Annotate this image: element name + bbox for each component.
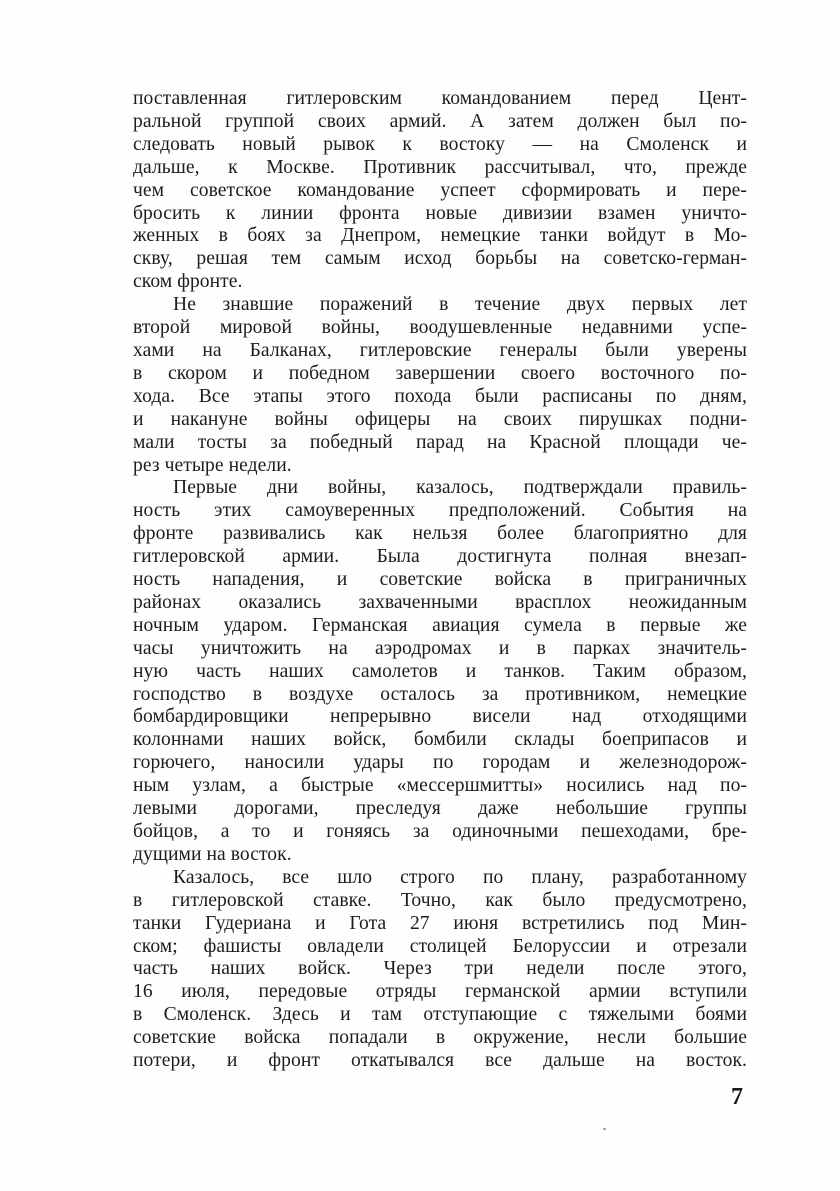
page-number: 7 <box>731 1084 743 1110</box>
text-line: колоннами наших войск, бомбили склады боеприпасов и <box>133 729 747 751</box>
text-line: ском фронте. <box>133 271 243 293</box>
text-line: хами на Балканах, гитлеровские генералы были уверены <box>133 339 747 361</box>
paragraph-1 <box>133 88 747 294</box>
text-line: ральной группой своих армий. А затем должен был по- <box>133 110 747 132</box>
text-line: скву, решая тем самым исход борьбы на советско-герман- <box>133 248 747 270</box>
text-line: мали тосты за победный парад на Красной площади че- <box>133 431 747 453</box>
text-line: 16 июля, передовые отряды германской армии вступили <box>133 981 747 1003</box>
text-line: районах оказались захваченными врасплох неожиданным <box>133 591 747 613</box>
text-line: Не знавшие поражений в течение двух первых лет <box>173 294 747 316</box>
text-line: следовать новый рывок к востоку — на Смоленск и <box>133 133 747 155</box>
text-line: рез четыре недели. <box>133 454 292 476</box>
text-line: в Смоленск. Здесь и там отступающие с тяжелыми боями <box>133 1004 747 1026</box>
text-line: левыми дорогами, преследуя даже небольшие группы <box>133 798 747 820</box>
text-line: часть наших войск. Через три недели после этого, <box>133 958 747 980</box>
text-line: чем советское командование успеет сформировать и пере- <box>133 179 747 201</box>
text-line: гитлеровской армии. Была достигнута полная внезап- <box>133 546 747 568</box>
text-line: потери, и фронт откатывался все дальше на восток. <box>133 1050 747 1072</box>
text-line: второй мировой войны, воодушевленные недавними успе- <box>133 317 747 339</box>
text-line: в скором и победном завершении своего восточного по- <box>133 362 747 384</box>
paragraph-3 <box>133 477 747 866</box>
text-line: поставленная гитлеровским командованием перед Цент- <box>133 88 747 109</box>
text-line: и накануне войны офицеры на своих пирушках подни- <box>133 408 747 430</box>
body-text <box>133 88 747 1073</box>
text-line: дущими на восток. <box>133 843 292 865</box>
text-line: хода. Все этапы этого похода были расписаны по дням, <box>133 385 747 407</box>
text-line: ночным ударом. Германская авиация сумела в первые же <box>133 614 747 636</box>
text-line: фронте развивались как нельзя более благоприятно для <box>133 523 747 545</box>
text-line: ском; фашисты овладели столицей Белоруссии и отрезали <box>133 935 747 957</box>
text-line: танки Гудериана и Гота 27 июня встретились под Мин- <box>133 912 747 934</box>
print-speck <box>603 1128 606 1130</box>
text-line: часы уничтожить на аэродромах и в парках значитель- <box>133 637 747 659</box>
text-line: ным узлам, а быстрые «мессершмитты» носились над по- <box>133 775 747 797</box>
paragraph-4 <box>133 867 747 1073</box>
text-line: Первые дни войны, казалось, подтверждали правиль- <box>173 477 747 499</box>
text-line: бомбардировщики непрерывно висели над отходящими <box>133 706 747 728</box>
text-line: в гитлеровской ставке. Точно, как было предусмотрено, <box>133 889 747 911</box>
text-line: Казалось, все шло строго по плану, разработанному <box>173 866 747 888</box>
text-line: бойцов, а то и гоняясь за одиночными пешеходами, бре- <box>133 821 747 842</box>
text-line: дальше, к Москве. Противник рассчитывал, что, прежде <box>133 156 747 178</box>
text-line: господство в воздухе осталось за противником, немецкие <box>133 683 747 705</box>
text-line: ность нападения, и советские войска в приграничных <box>133 569 747 591</box>
text-line: женных в боях за Днепром, немецкие танки войдут в Мо- <box>133 225 747 247</box>
text-line: советские войска попадали в окружение, несли большие <box>133 1027 747 1049</box>
text-line: ность этих самоуверенных предположений. События на <box>133 500 747 522</box>
text-line: бросить к линии фронта новые дивизии взамен уничто- <box>133 202 747 224</box>
text-line: горючего, наносили удары по городам и железнодорож- <box>133 752 747 774</box>
text-line: ную часть наших самолетов и танков. Таким образом, <box>133 660 747 682</box>
paragraph-2 <box>133 294 747 477</box>
